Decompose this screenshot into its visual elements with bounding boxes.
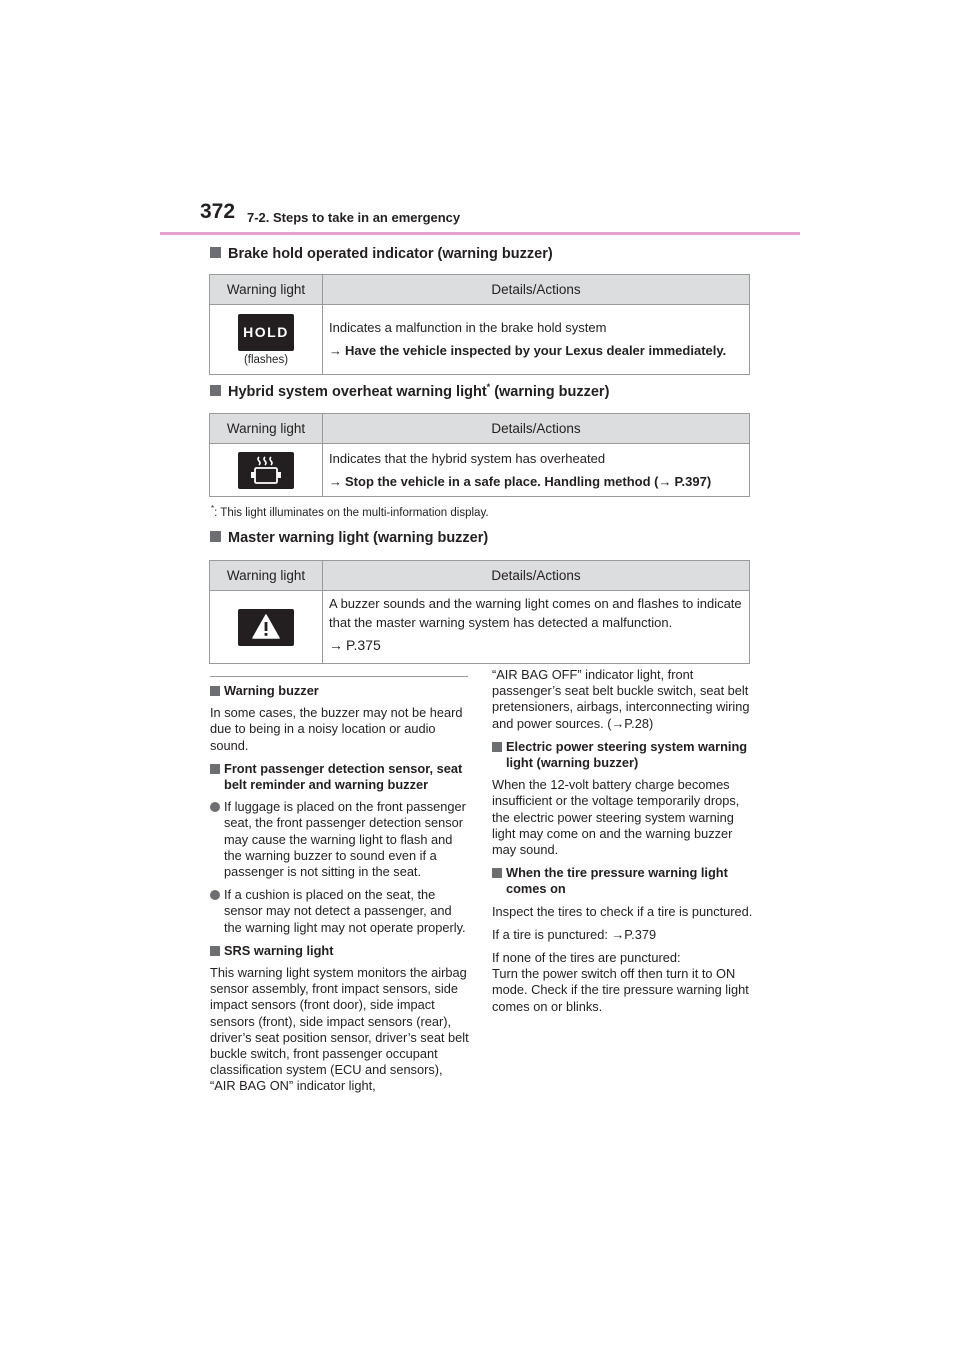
chapter-title: 7-2. Steps to take in an emergency	[247, 210, 461, 225]
header-divider	[160, 232, 800, 235]
paragraph: When the 12-volt battery charge becomes insufficient or the voltage temporarily drops, the electric power steering system warning light may come on and the warning buzzer may sound.	[492, 777, 740, 858]
hybrid-overheat-table	[209, 413, 750, 497]
footnote-marker: *	[486, 382, 491, 392]
square-bullet-icon	[492, 868, 502, 878]
arrow-right-icon: →	[611, 715, 625, 731]
subheading-front-passenger: Front passenger detection sensor, seat belt reminder and warning buzzer	[210, 761, 470, 793]
page-reference-link[interactable]: P.28)	[624, 715, 654, 731]
table-header	[210, 414, 749, 444]
round-bullet-icon	[210, 802, 220, 812]
arrow-right-icon: →	[658, 474, 672, 489]
right-column	[492, 667, 754, 1022]
paragraph: This warning light system monitors the airbag sensor assembly, front impact sensors, side impact sensors (front door), side impact sensors (front), side impact sensors (rear), driver’s seat position sensor, driver’s seat belt buckle switch, front passenger occupant classification system (ECU and sensors), “AIR BAG ON” indicator light,	[210, 965, 469, 1094]
column-header-details: Details/Actions	[491, 421, 581, 436]
section-heading-master-warning: Master warning light (warning buzzer)	[210, 530, 488, 546]
detail-text: Indicates a malfunction in the brake hold system	[329, 320, 607, 335]
column-divider	[210, 676, 468, 677]
section-heading-brake-hold: Brake hold operated indicator (warning buzzer)	[210, 246, 553, 262]
table-header	[210, 561, 749, 591]
table-row	[210, 305, 749, 374]
list-item: If luggage is placed on the front passenger seat, the front passenger detection sensor may cause the warning light to flash and the warning buzzer to sound even if a passenger is not sitting in the seat.	[210, 799, 470, 880]
flashes-note: (flashes)	[243, 353, 289, 366]
master-warning-table	[209, 560, 750, 664]
paragraph: “AIR BAG OFF” indicator light, front passenger’s seat belt buckle switch, seat belt pretensioners, airbags, interconnecting wiring and power sources. (→P.28)	[492, 667, 750, 731]
column-header-warning-light: Warning light	[210, 275, 323, 304]
arrow-right-icon: →	[329, 343, 342, 358]
detail-text: Indicates that the hybrid system has overheated	[329, 451, 606, 466]
section-heading-hybrid-overheat: Hybrid system overheat warning light* (warning buzzer)	[210, 382, 609, 400]
hybrid-system-overheat-icon	[238, 452, 294, 489]
footnote: *: This light illuminates on the multi-information display.	[211, 504, 489, 519]
paragraph: If a tire is punctured: →P.379	[492, 926, 657, 942]
arrow-right-icon: →	[611, 926, 625, 942]
page-reference-link[interactable]: P.379	[624, 926, 657, 942]
arrow-right-icon: →	[329, 637, 343, 653]
column-header-warning-light: Warning light	[210, 414, 323, 443]
action-text: → Stop the vehicle in a safe place. Handling method (→ P.397)	[329, 474, 712, 489]
square-bullet-icon	[492, 742, 502, 752]
table-row	[210, 591, 749, 663]
page-number: 372	[200, 200, 236, 223]
paragraph: Turn the power switch off then turn it to ON mode. Check if the tire pressure warning light comes on or blinks.	[492, 966, 749, 1014]
paragraph: In some cases, the buzzer may not be heard due to being in a noisy location or audio sound.	[210, 705, 463, 753]
square-bullet-icon	[210, 247, 221, 258]
round-bullet-icon	[210, 890, 220, 900]
master-warning-triangle-icon	[238, 609, 294, 646]
arrow-right-icon: →	[329, 474, 342, 489]
subheading-eps: Electric power steering system warning light (warning buzzer)	[492, 739, 754, 771]
subheading-tire-pressure: When the tire pressure warning light comes on	[492, 865, 754, 897]
square-bullet-icon	[210, 946, 220, 956]
page-reference-link[interactable]: P.375	[346, 637, 381, 653]
table-row	[210, 444, 749, 496]
action-text: → Have the vehicle inspected by your Lexus dealer immediately.	[329, 343, 727, 358]
column-header-details: Details/Actions	[491, 568, 581, 583]
brake-hold-table	[209, 274, 750, 375]
table-header	[210, 275, 749, 305]
subheading-warning-buzzer: Warning buzzer	[210, 683, 470, 699]
page-reference-link[interactable]: P.397)	[674, 474, 712, 489]
hold-indicator-icon: HOLD	[238, 314, 294, 351]
action-text	[329, 636, 743, 655]
paragraph: Inspect the tires to check if a tire is punctured.	[492, 903, 753, 919]
square-bullet-icon	[210, 764, 220, 774]
square-bullet-icon	[210, 531, 221, 542]
square-bullet-icon	[210, 385, 221, 396]
subheading-srs: SRS warning light	[210, 943, 470, 959]
detail-text: A buzzer sounds and the warning light comes on and flashes to indicate that the master warning system has detected a malfunction.	[329, 596, 742, 630]
paragraph: If none of the tires are punctured:	[492, 950, 681, 966]
list-item: If a cushion is placed on the seat, the sensor may not detect a passenger, and the warning light may not operate properly.	[210, 887, 470, 936]
left-column	[210, 683, 470, 1102]
column-header-warning-light: Warning light	[210, 561, 323, 590]
square-bullet-icon	[210, 686, 220, 696]
column-header-details: Details/Actions	[491, 282, 581, 297]
